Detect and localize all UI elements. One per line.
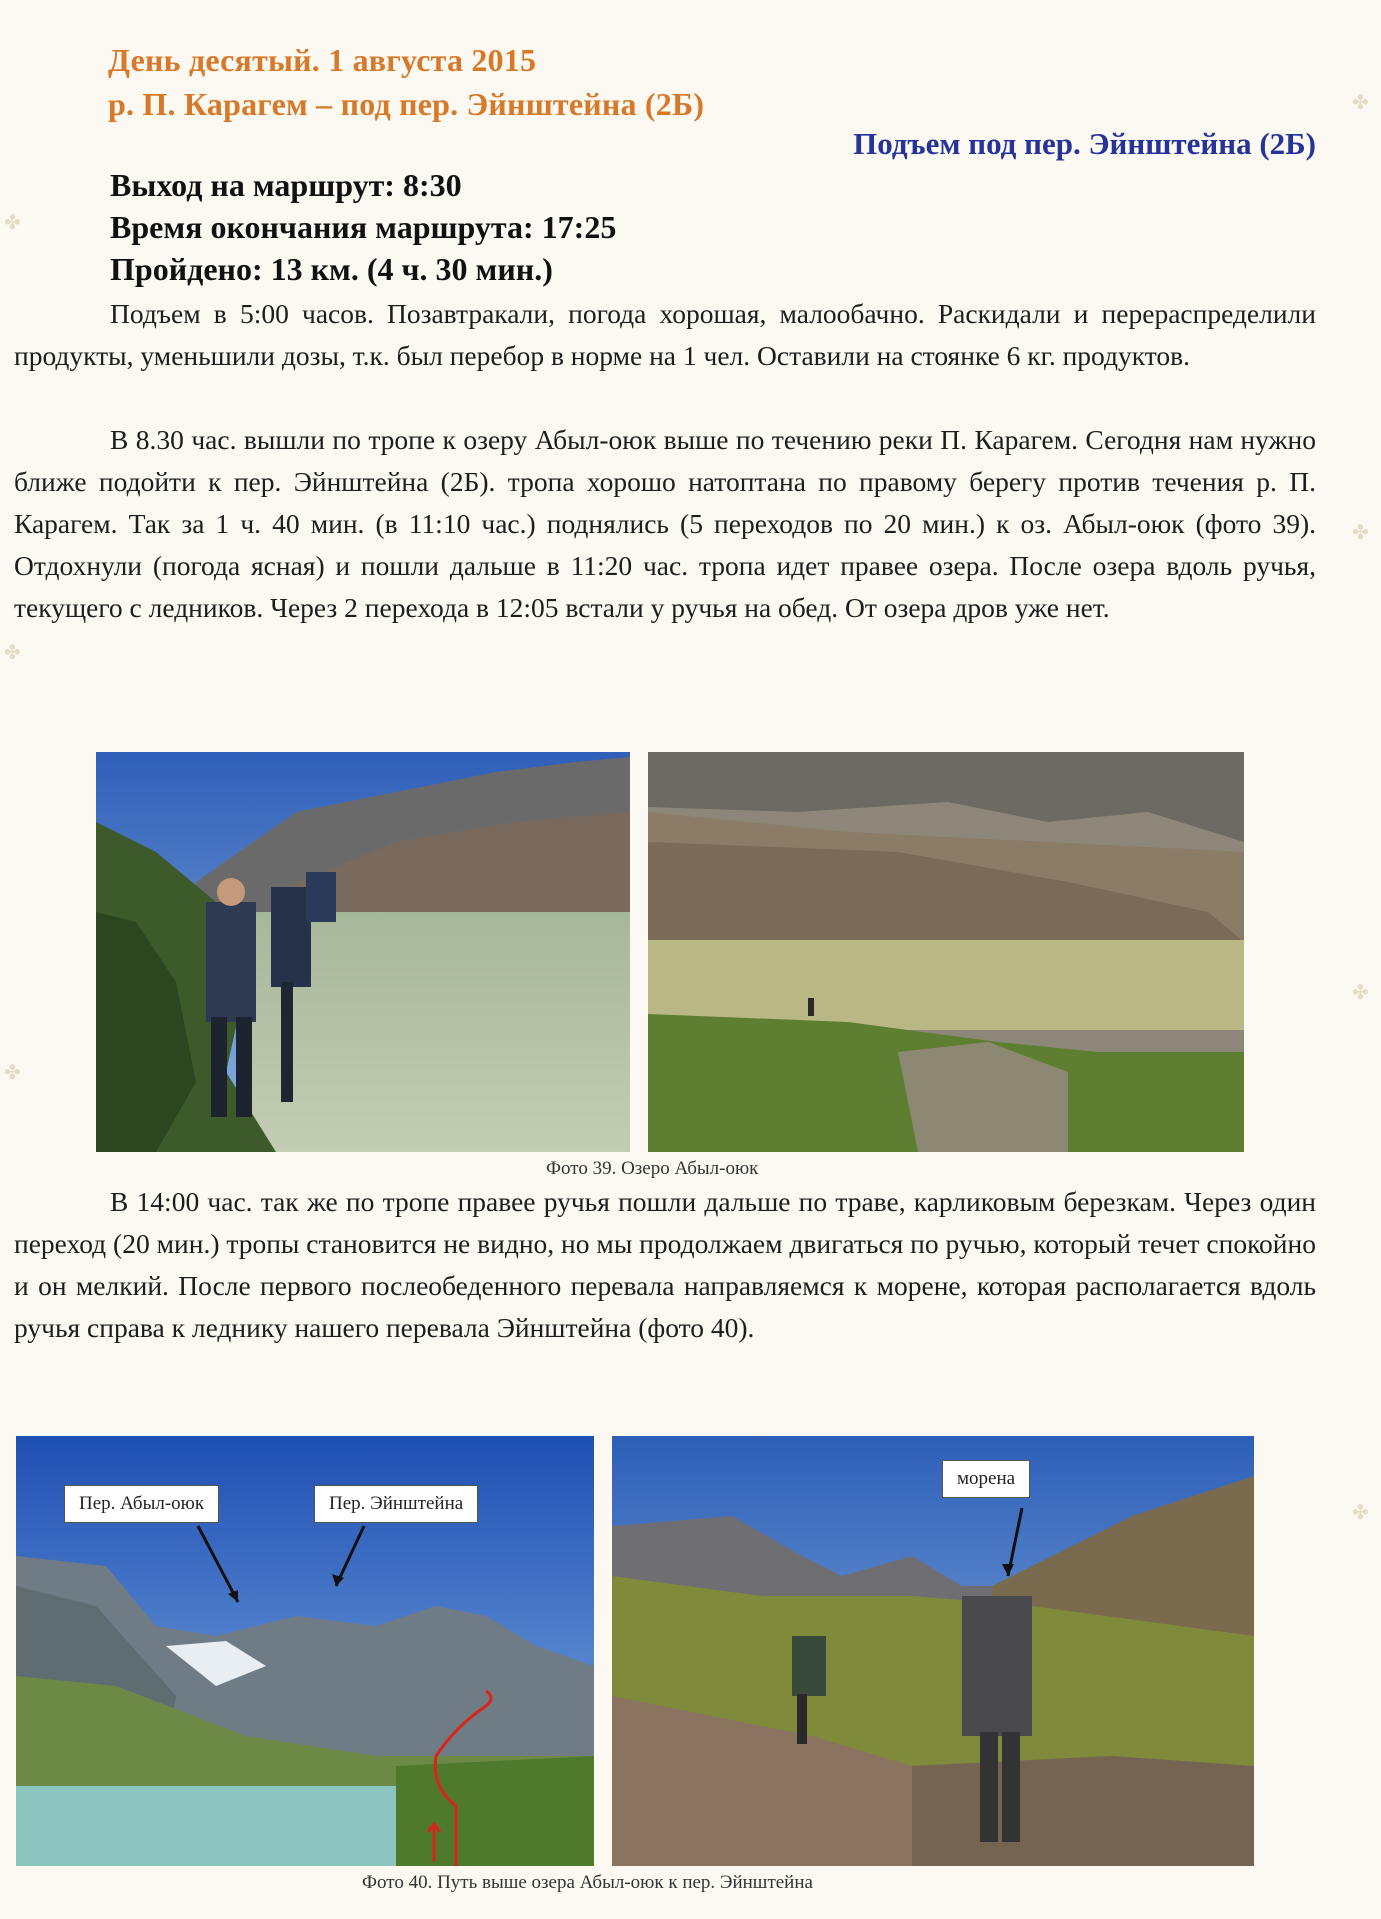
label-moraine: морена <box>942 1460 1030 1498</box>
start-time: Выход на маршрут: 8:30 <box>110 167 462 203</box>
label-abyl-oyuk-pass: Пер. Абыл-оюк <box>64 1485 219 1523</box>
border-ornament: ✤ <box>1352 520 1369 544</box>
day-title: День десятый. 1 августа 2015 <box>108 42 537 78</box>
route-title: р. П. Карагем – под пер. Эйнштейна (2Б) <box>108 86 705 122</box>
photo-40-caption: Фото 40. Путь выше озера Абыл-оюк к пер. Эйнштейна <box>362 1872 813 1893</box>
photo-39-lake-moraine <box>648 752 1244 1152</box>
paragraph-3: В 14:00 час. так же по тропе правее ручья пошли дальше по траве, карликовым березкам. Через один переход (20 мин.) тропы становится не видно, но мы продолжаем двигаться по ручью, который течет спокойно и он мелкий. После первого послеобеденного перевала направляемся к морене, которая располагается вдоль ручья справа к леднику нашего перевала Эйнштейна (фото 40). <box>14 1186 1316 1343</box>
end-time: Время окончания маршрута: 17:25 <box>110 209 617 245</box>
photo-39-hikers-lake <box>96 752 630 1152</box>
paragraph-1: Подъем в 5:00 часов. Позавтракали, погода хорошая, малообачно. Раскидали и перераспределили продукты, уменьшили дозы, т.к. был перебор в норме на 1 чел. Оставили на стоянке 6 кг. продуктов. <box>14 298 1316 371</box>
border-ornament: ✤ <box>1352 90 1369 114</box>
photo-40-moraine-hikers <box>612 1436 1254 1866</box>
border-ornament: ✤ <box>1352 980 1369 1004</box>
photo-39-caption: Фото 39. Озеро Абыл-оюк <box>546 1158 759 1179</box>
border-ornament: ✤ <box>4 640 21 664</box>
border-ornament: ✤ <box>1352 1500 1369 1524</box>
distance: Пройдено: 13 км. (4 ч. 30 мин.) <box>110 251 553 287</box>
border-ornament: ✤ <box>4 210 21 234</box>
paragraph-2: В 8.30 час. вышли по тропе к озеру Абыл-оюк выше по течению реки П. Карагем. Сегодня нам нужно ближе подойти к пер. Эйнштейна (2Б). тропа хорошо натоптана по правому берегу против течения р. П. Карагем. Так за 1 ч. 40 мин. (в 11:10 час.) поднялись (5 переходов по 20 мин.) к оз. Абыл-оюк (фото 39). Отдохнули (погода ясная) и пошли дальше в 11:20 час. тропа идет правее озера. После озера вдоль ручья, текущего с ледников. Через 2 перехода в 12:05 встали у ручья на обед. От озера дров уже нет. <box>14 424 1316 623</box>
section-subtitle: Подъем под пер. Эйнштейна (2Б) <box>853 126 1316 161</box>
label-einstein-pass: Пер. Эйнштейна <box>314 1485 478 1523</box>
border-ornament: ✤ <box>4 1060 21 1084</box>
